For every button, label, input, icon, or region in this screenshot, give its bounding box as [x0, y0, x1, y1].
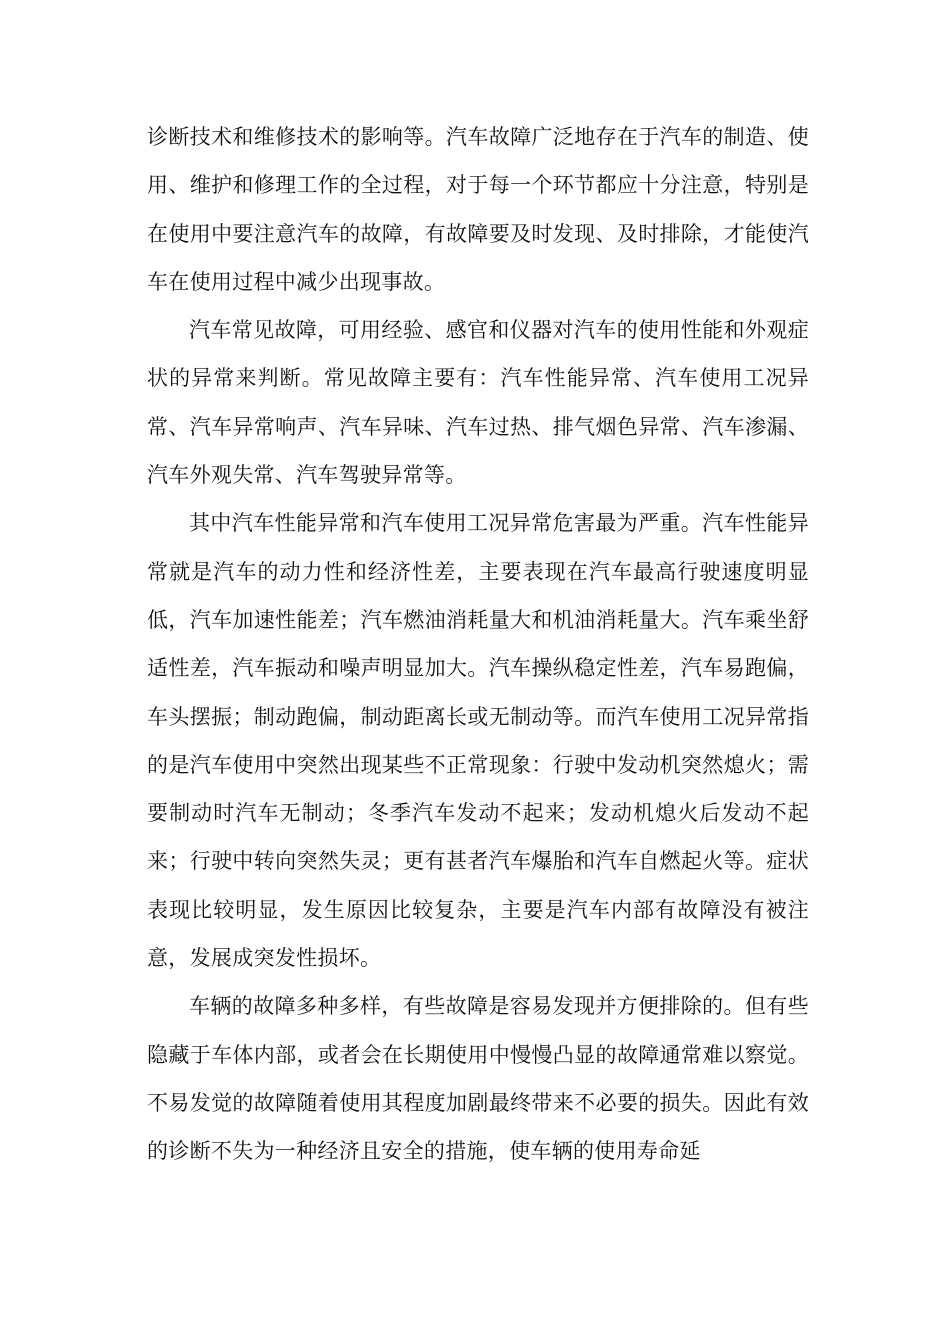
paragraph-4: 车辆的故障多种多样，有些故障是容易发现并方便排除的。但有些隐藏于车体内部，或者会在长期使用中慢慢凸显的故障通常难以察觉。不易发觉的故障随着使用其程度加剧最终带来不必要的损失。因此有效的诊断不失为一种经济且安全的措施，使车辆的使用寿命延: [147, 994, 809, 1164]
document-body: [147, 113, 809, 1176]
paragraph-2: 汽车常见故障，可用经验、感官和仪器对汽车的使用性能和外观症状的异常来判断。常见故障主要有：汽车性能异常、汽车使用工况异常、汽车异常响声、汽车异味、汽车过热、排气烟色异常、汽车渗漏、汽车外观失常、汽车驾驶异常等。: [147, 318, 809, 488]
paragraph-3: 其中汽车性能异常和汽车使用工况异常危害最为严重。汽车性能异常就是汽车的动力性和经济性差，主要表现在汽车最高行驶速度明显低，汽车加速性能差；汽车燃油消耗量大和机油消耗量大。汽车乘坐舒适性差，汽车振动和噪声明显加大。汽车操纵稳定性差，汽车易跑偏，车头摆振；制动跑偏，制动距离长或无制动等。而汽车使用工况异常指的是汽车使用中突然出现某些不正常现象：行驶中发动机突然熄火；需要制动时汽车无制动；冬季汽车发动不起来；发动机熄火后发动不起来；行驶中转向突然失灵；更有甚者汽车爆胎和汽车自燃起火等。症状表现比较明显，发生原因比较复杂，主要是汽车内部有故障没有被注意，发展成突发性损坏。: [147, 511, 809, 971]
paragraph-1: 诊断技术和维修技术的影响等。汽车故障广泛地存在于汽车的制造、使用、维护和修理工作的全过程，对于每一个环节都应十分注意，特别是在使用中要注意汽车的故障，有故障要及时发现、及时排除，才能使汽车在使用过程中减少出现事故。: [147, 125, 809, 294]
